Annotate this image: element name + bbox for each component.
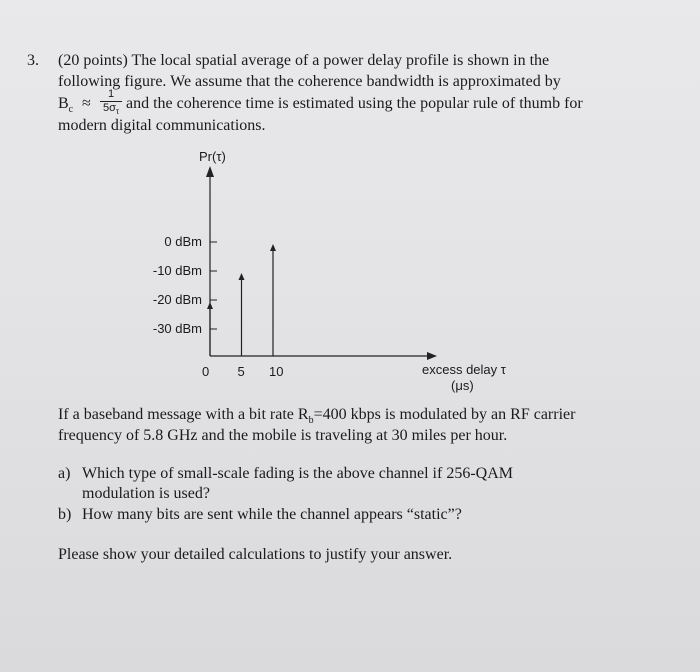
part-b-label: b) [58,506,72,523]
part-a-line-1: Which type of small-scale fading is the above channel if 256-QAM [82,465,513,482]
part-b-line-1: How many bits are sent while the channel appears “static”? [82,506,462,523]
problem-line-3: and the coherence time is estimated using the popular rule of thumb for [126,95,583,112]
fraction-denominator-sub: τ [115,107,120,117]
para-line-1-start: If a baseband message with a bit rate R [58,406,309,423]
x-tick-label: 0 [202,364,210,379]
impulse-arrowhead [207,302,213,309]
y-axis-arrow [206,166,214,177]
x-tick-label: 5 [237,364,245,379]
problem-line-2: following figure. We assume that the coherence bandwidth is approximated by [58,73,561,90]
problem-number: 3. [27,52,39,69]
para-line-1-rest: =400 kbps is modulated by an RF carrier [313,406,576,423]
y-axis-label: Pr(τ) [199,149,226,164]
x-axis-label: excess delay τ [422,362,506,377]
impulse-arrowhead [270,244,276,251]
bc-subscript: c [68,104,74,116]
y-tick-label: 0 dBm [164,234,202,249]
problem-line-4: modern digital communications. [58,117,266,134]
x-tick-label: 10 [269,364,284,379]
para-line-2: frequency of 5.8 GHz and the mobile is traveling at 30 miles per hour. [58,427,508,444]
y-tick-label: -10 dBm [152,263,202,278]
fraction-numerator: 1 [107,88,115,100]
part-a-label: a) [58,465,71,482]
y-tick-label: -20 dBm [152,292,202,307]
impulse-arrowhead [239,273,245,280]
fraction-denominator: 5σ [102,102,116,114]
closing-instruction: Please show your detailed calculations to justify your answer. [58,546,453,563]
y-tick-label: -30 dBm [152,321,202,336]
rb-subscript: b [308,415,314,427]
bc-symbol: B [58,95,69,112]
x-axis-units: (μs) [451,378,474,393]
part-a-line-2: modulation is used? [82,485,210,502]
x-axis-arrow [427,352,437,360]
approx-symbol: ≈ [82,95,91,112]
problem-line-1: (20 points) The local spatial average of a power delay profile is shown in the [58,52,550,69]
